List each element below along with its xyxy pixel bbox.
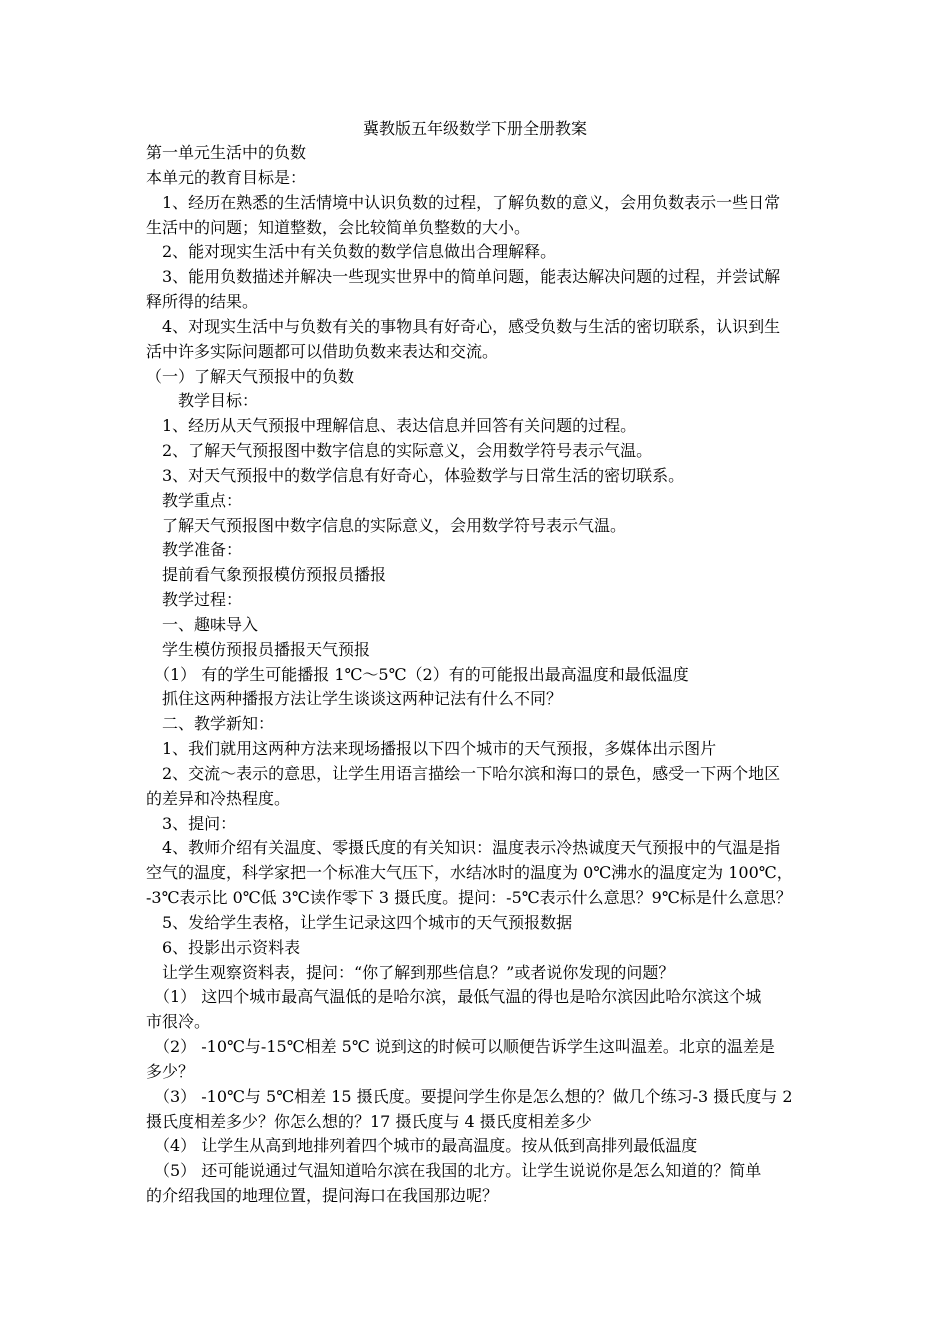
text-line: 生活中的问题；知道整数，会比较简单负整数的大小。 <box>146 218 531 237</box>
text-line: 了解天气预报图中数字信息的实际意义，会用数学符号表示气温。 <box>146 516 627 535</box>
text-line: 教学准备： <box>146 540 243 559</box>
text-line: 提前看气象预报模仿预报员播报 <box>146 565 387 584</box>
text-line: 本单元的教育目标是： <box>146 168 307 187</box>
text-line: （2） -10℃与-15℃相差 5℃ 说到这的时候可以顺便告诉学生这叫温差。北京的温差是 <box>146 1037 775 1056</box>
text-line: 摄氏度相差多少？你怎么想的？17 摄氏度与 4 摄氏度相差多少 <box>146 1112 592 1131</box>
text-line: 3、对天气预报中的数学信息有好奇心，体验数学与日常生活的密切联系。 <box>146 466 685 485</box>
text-line: -3℃表示比 0℃低 3℃读作零下 3 摄氏度。提问：-5℃表示什么意思？9℃标是什么意思？ <box>146 888 792 907</box>
text-line: 空气的温度，科学家把一个标准大气压下，水结冰时的温度为 0℃沸水的温度定为 100℃， <box>146 863 793 882</box>
text-line: （1） 这四个城市最高气温低的是哈尔滨，最低气温的得也是哈尔滨因此哈尔滨这个城 <box>146 987 762 1006</box>
text-line: 释所得的结果。 <box>146 292 259 311</box>
text-line: （1） 有的学生可能播报 1℃～5℃（2）有的可能报出最高温度和最低温度 <box>146 665 689 684</box>
text-line: 教学目标： <box>146 391 259 410</box>
text-line: （一）了解天气预报中的负数 <box>146 367 355 386</box>
text-line: 3、提问： <box>146 814 237 833</box>
text-line: （4） 让学生从高到地排列着四个城市的最高温度。按从低到高排列最低温度 <box>146 1136 698 1155</box>
text-line: 多少？ <box>146 1062 195 1081</box>
text-line: 让学生观察资料表，提问：“你了解到那些信息？”或者说你发现的问题？ <box>146 963 675 982</box>
text-line: （5） 还可能说通过气温知道哈尔滨在我国的北方。让学生说说你是怎么知道的？简单 <box>146 1161 762 1180</box>
text-line: 4、对现实生活中与负数有关的事物具有好奇心，感受负数与生活的密切联系，认识到生 <box>146 317 781 336</box>
text-line: 教学重点： <box>146 491 243 510</box>
text-line: 2、交流～表示的意思，让学生用语言描绘一下哈尔滨和海口的景色，感受一下两个地区 <box>146 764 781 783</box>
text-line: 的差异和冷热程度。 <box>146 789 291 808</box>
text-line: 2、了解天气预报图中数字信息的实际意义，会用数学符号表示气温。 <box>146 441 653 460</box>
text-line: 活中许多实际问题都可以借助负数来表达和交流。 <box>146 342 499 361</box>
text-line: 1、经历在熟悉的生活情境中认识负数的过程，了解负数的意义，会用负数表示一些日常 <box>146 193 781 212</box>
text-line: 1、经历从天气预报中理解信息、表达信息并回答有关问题的过程。 <box>146 416 637 435</box>
text-line: 3、能用负数描述并解决一些现实世界中的简单问题，能表达解决问题的过程，并尝试解 <box>146 267 781 286</box>
text-line: 教学过程： <box>146 590 243 609</box>
text-line: 第一单元生活中的负数 <box>146 143 307 162</box>
text-line: 市很冷。 <box>146 1012 211 1031</box>
document-title: 冀教版五年级数学下册全册教案 <box>362 119 587 138</box>
text-line: 的介绍我国的地理位置，提问海口在我国那边呢？ <box>146 1186 499 1205</box>
text-line: 5、发给学生表格，让学生记录这四个城市的天气预报数据 <box>146 913 573 932</box>
text-line: 1、我们就用这两种方法来现场播报以下四个城市的天气预报，多媒体出示图片 <box>146 739 717 758</box>
text-line: 学生模仿预报员播报天气预报 <box>146 640 371 659</box>
text-line: （3） -10℃与 5℃相差 15 摄氏度。要提问学生你是怎么想的？做几个练习-3 摄氏度与 2 <box>146 1087 793 1106</box>
text-line: 6、投影出示资料表 <box>146 938 301 957</box>
text-line: 二、教学新知： <box>146 714 275 733</box>
text-line: 2、能对现实生活中有关负数的数学信息做出合理解释。 <box>146 242 557 261</box>
text-line: 抓住这两种播报方法让学生谈谈这两种记法有什么不同？ <box>146 689 563 708</box>
text-line: 4、教师介绍有关温度、零摄氏度的有关知识：温度表示冷热诚度天气预报中的气温是指 <box>146 838 781 857</box>
text-line: 一、趣味导入 <box>146 615 259 634</box>
